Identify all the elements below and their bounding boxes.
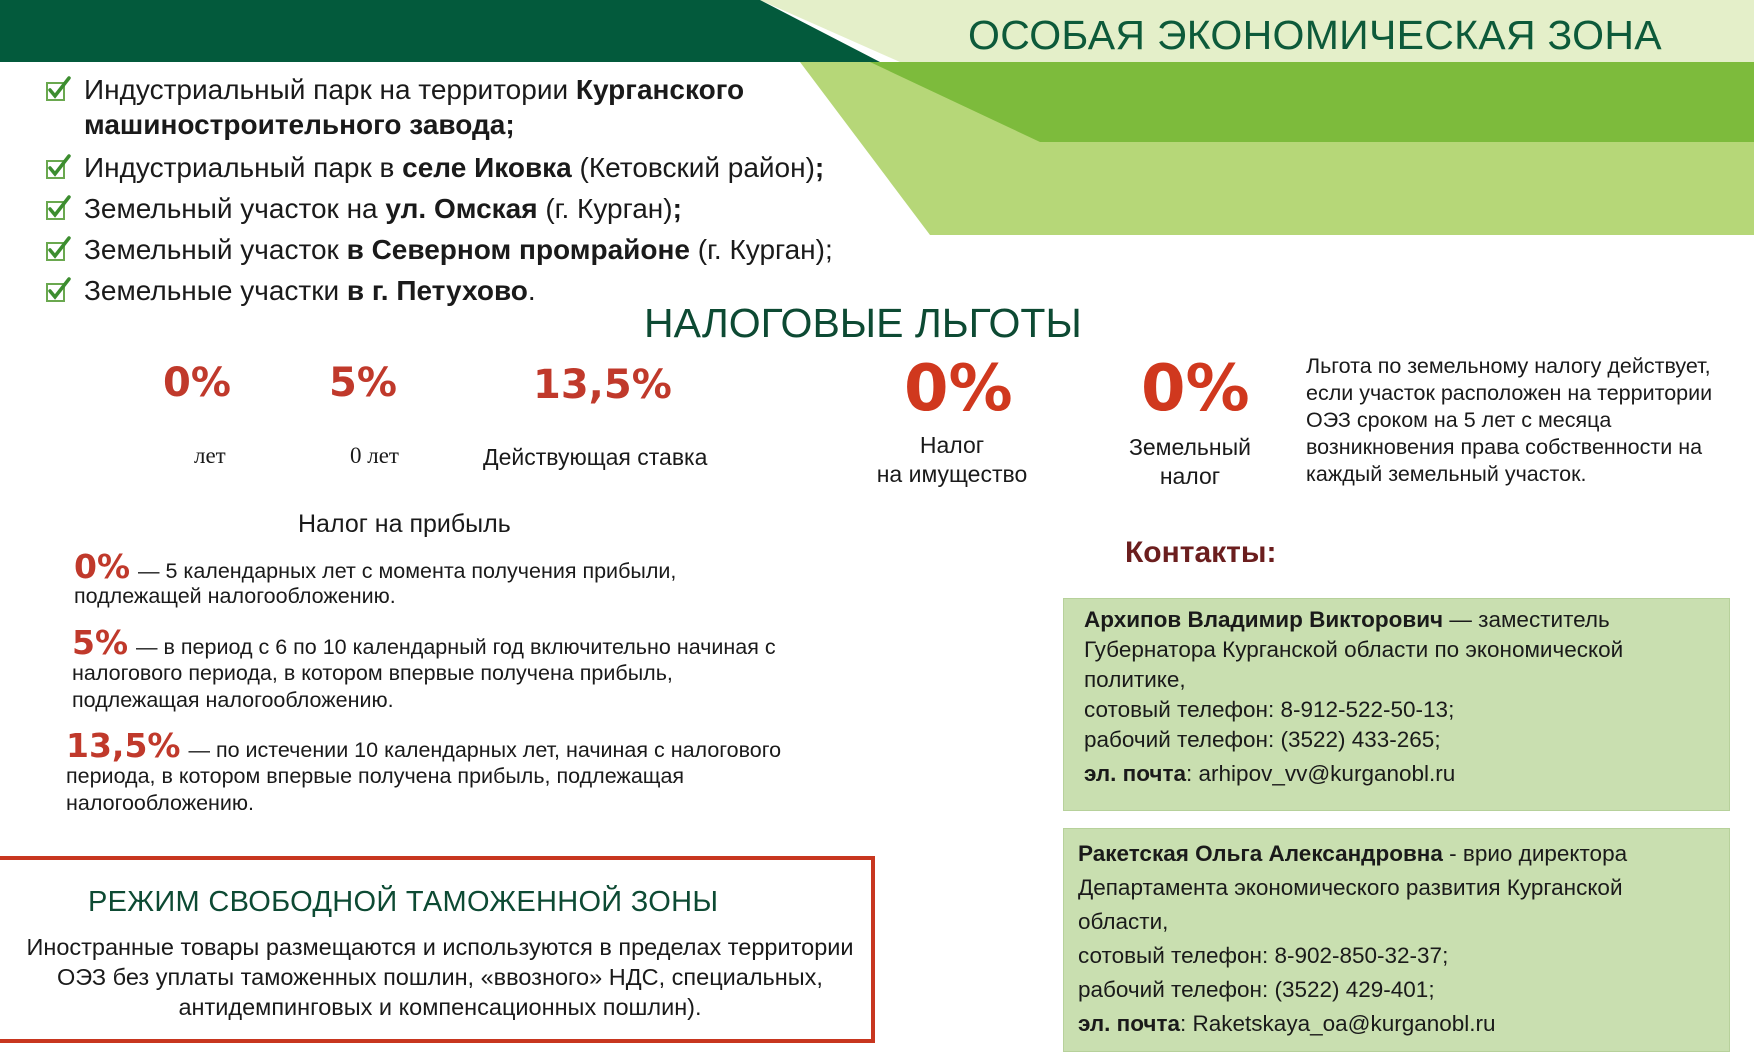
profit-rate-label: лет <box>194 443 226 468</box>
profit-rate-value: 13,5% <box>533 362 672 408</box>
contact-card: Архипов Владимир Викторович — заместитель Губернатора Курганской области по экономической политике, сотовый телефон: 8-912-522-50-13; рабочий телефон: (3522) 433-265; эл. почта: arhipov_vv@kurganobl.ru <box>1063 598 1730 811</box>
contact-work-phone: рабочий телефон: (3522) 429-401; <box>1078 977 1435 1002</box>
profit-rate-label: Действующая ставка <box>483 444 708 470</box>
property-tax-value: 0% <box>904 352 1013 426</box>
list-item: Земельные участки в г. Петухово. <box>44 273 833 308</box>
profit-rate-value: 0% <box>163 360 231 406</box>
checkbox-checked-icon <box>44 75 72 103</box>
checkbox-checked-icon <box>44 153 72 181</box>
tax-benefits-title: НАЛОГОВЫЕ ЛЬГОТЫ <box>644 300 1082 346</box>
profit-tax-title: Налог на прибыль <box>298 510 511 538</box>
sites-list <box>44 72 833 314</box>
contact-mobile: сотовый телефон: 8-902-850-32-37; <box>1078 943 1449 968</box>
profit-detail-item: 13,5% — по истечении 10 календарных лет, начиная с налогового периода, в котором впервые получена прибыль, подлежащая налогообложению. <box>66 726 782 815</box>
contact-work-phone: рабочий телефон: (3522) 433-265; <box>1084 727 1441 752</box>
property-tax-label: Налог на имущество <box>876 432 1028 487</box>
profit-rate-value: 5% <box>329 360 397 406</box>
contact-name: Архипов Владимир Викторович <box>1084 607 1444 632</box>
checkbox-checked-icon <box>44 276 72 304</box>
list-item: Индустриальный парк на территории Курганского <box>44 72 833 107</box>
list-item: Земельный участок в Северном промрайоне (г. Курган); <box>44 232 833 267</box>
contact-card: Ракетская Ольга Александровна - врио директора Департамента экономического развития Курганской области, сотовый телефон: 8-902-850-32-37; рабочий телефон: (3522) 429-401; эл. почта: Raketskaya_oa@kurganobl.ru <box>1063 828 1730 1052</box>
land-tax-note: Льгота по земельному налогу действует, если участок расположен на территории ОЭЗ сроком на 5 лет с месяца возникновения права собственности на каждый земельный участок. <box>1306 354 1713 486</box>
page-title: ОСОБАЯ ЭКОНОМИЧЕСКАЯ ЗОНА <box>968 12 1662 58</box>
contact-mobile: сотовый телефон: 8-912-522-50-13; <box>1084 697 1455 722</box>
contact-email[interactable]: : Raketskaya_oa@kurganobl.ru <box>1180 1011 1496 1036</box>
profit-detail-item: 0% — 5 календарных лет с момента получения прибыли, подлежащей налогообложению. <box>74 547 677 608</box>
customs-zone-title: РЕЖИМ СВОБОДНОЙ ТАМОЖЕННОЙ ЗОНЫ <box>88 886 719 918</box>
contact-name: Ракетская Ольга Александровна <box>1078 841 1443 866</box>
customs-zone-box <box>0 856 875 1043</box>
list-item: Индустриальный парк в селе Иковка (Кетовский район); <box>44 150 833 185</box>
contact-role: - врио директора Департамента экономического развития Курганской области, <box>1078 841 1628 934</box>
checkbox-checked-icon <box>44 235 72 263</box>
contacts-title: Контакты: <box>1125 536 1277 569</box>
list-item: Земельный участок на ул. Омская (г. Курган); <box>44 191 833 226</box>
profit-detail-item: 5% — в период с 6 по 10 календарный год включительно начиная с налогового периода, в котором впервые получена прибыль, подлежащая налогообложению. <box>72 623 776 712</box>
contact-email[interactable]: : arhipov_vv@kurganobl.ru <box>1186 761 1456 786</box>
list-item: машиностроительного завода; <box>84 109 515 140</box>
checkbox-checked-icon <box>44 194 72 222</box>
contact-role: — заместитель Губернатора Курганской области по экономической политике, <box>1084 607 1624 692</box>
profit-rate-label: 0 лет <box>350 443 399 468</box>
land-tax-value: 0% <box>1141 352 1250 426</box>
land-tax-label: Земельный налог <box>1128 434 1251 489</box>
customs-zone-text: Иностранные товары размещаются и используются в пределах территории ОЭЗ без уплаты таможенных пошлин, «ввозного» НДС, специальных, антидемпинговых и компенсационных пошлин). <box>26 934 854 1020</box>
